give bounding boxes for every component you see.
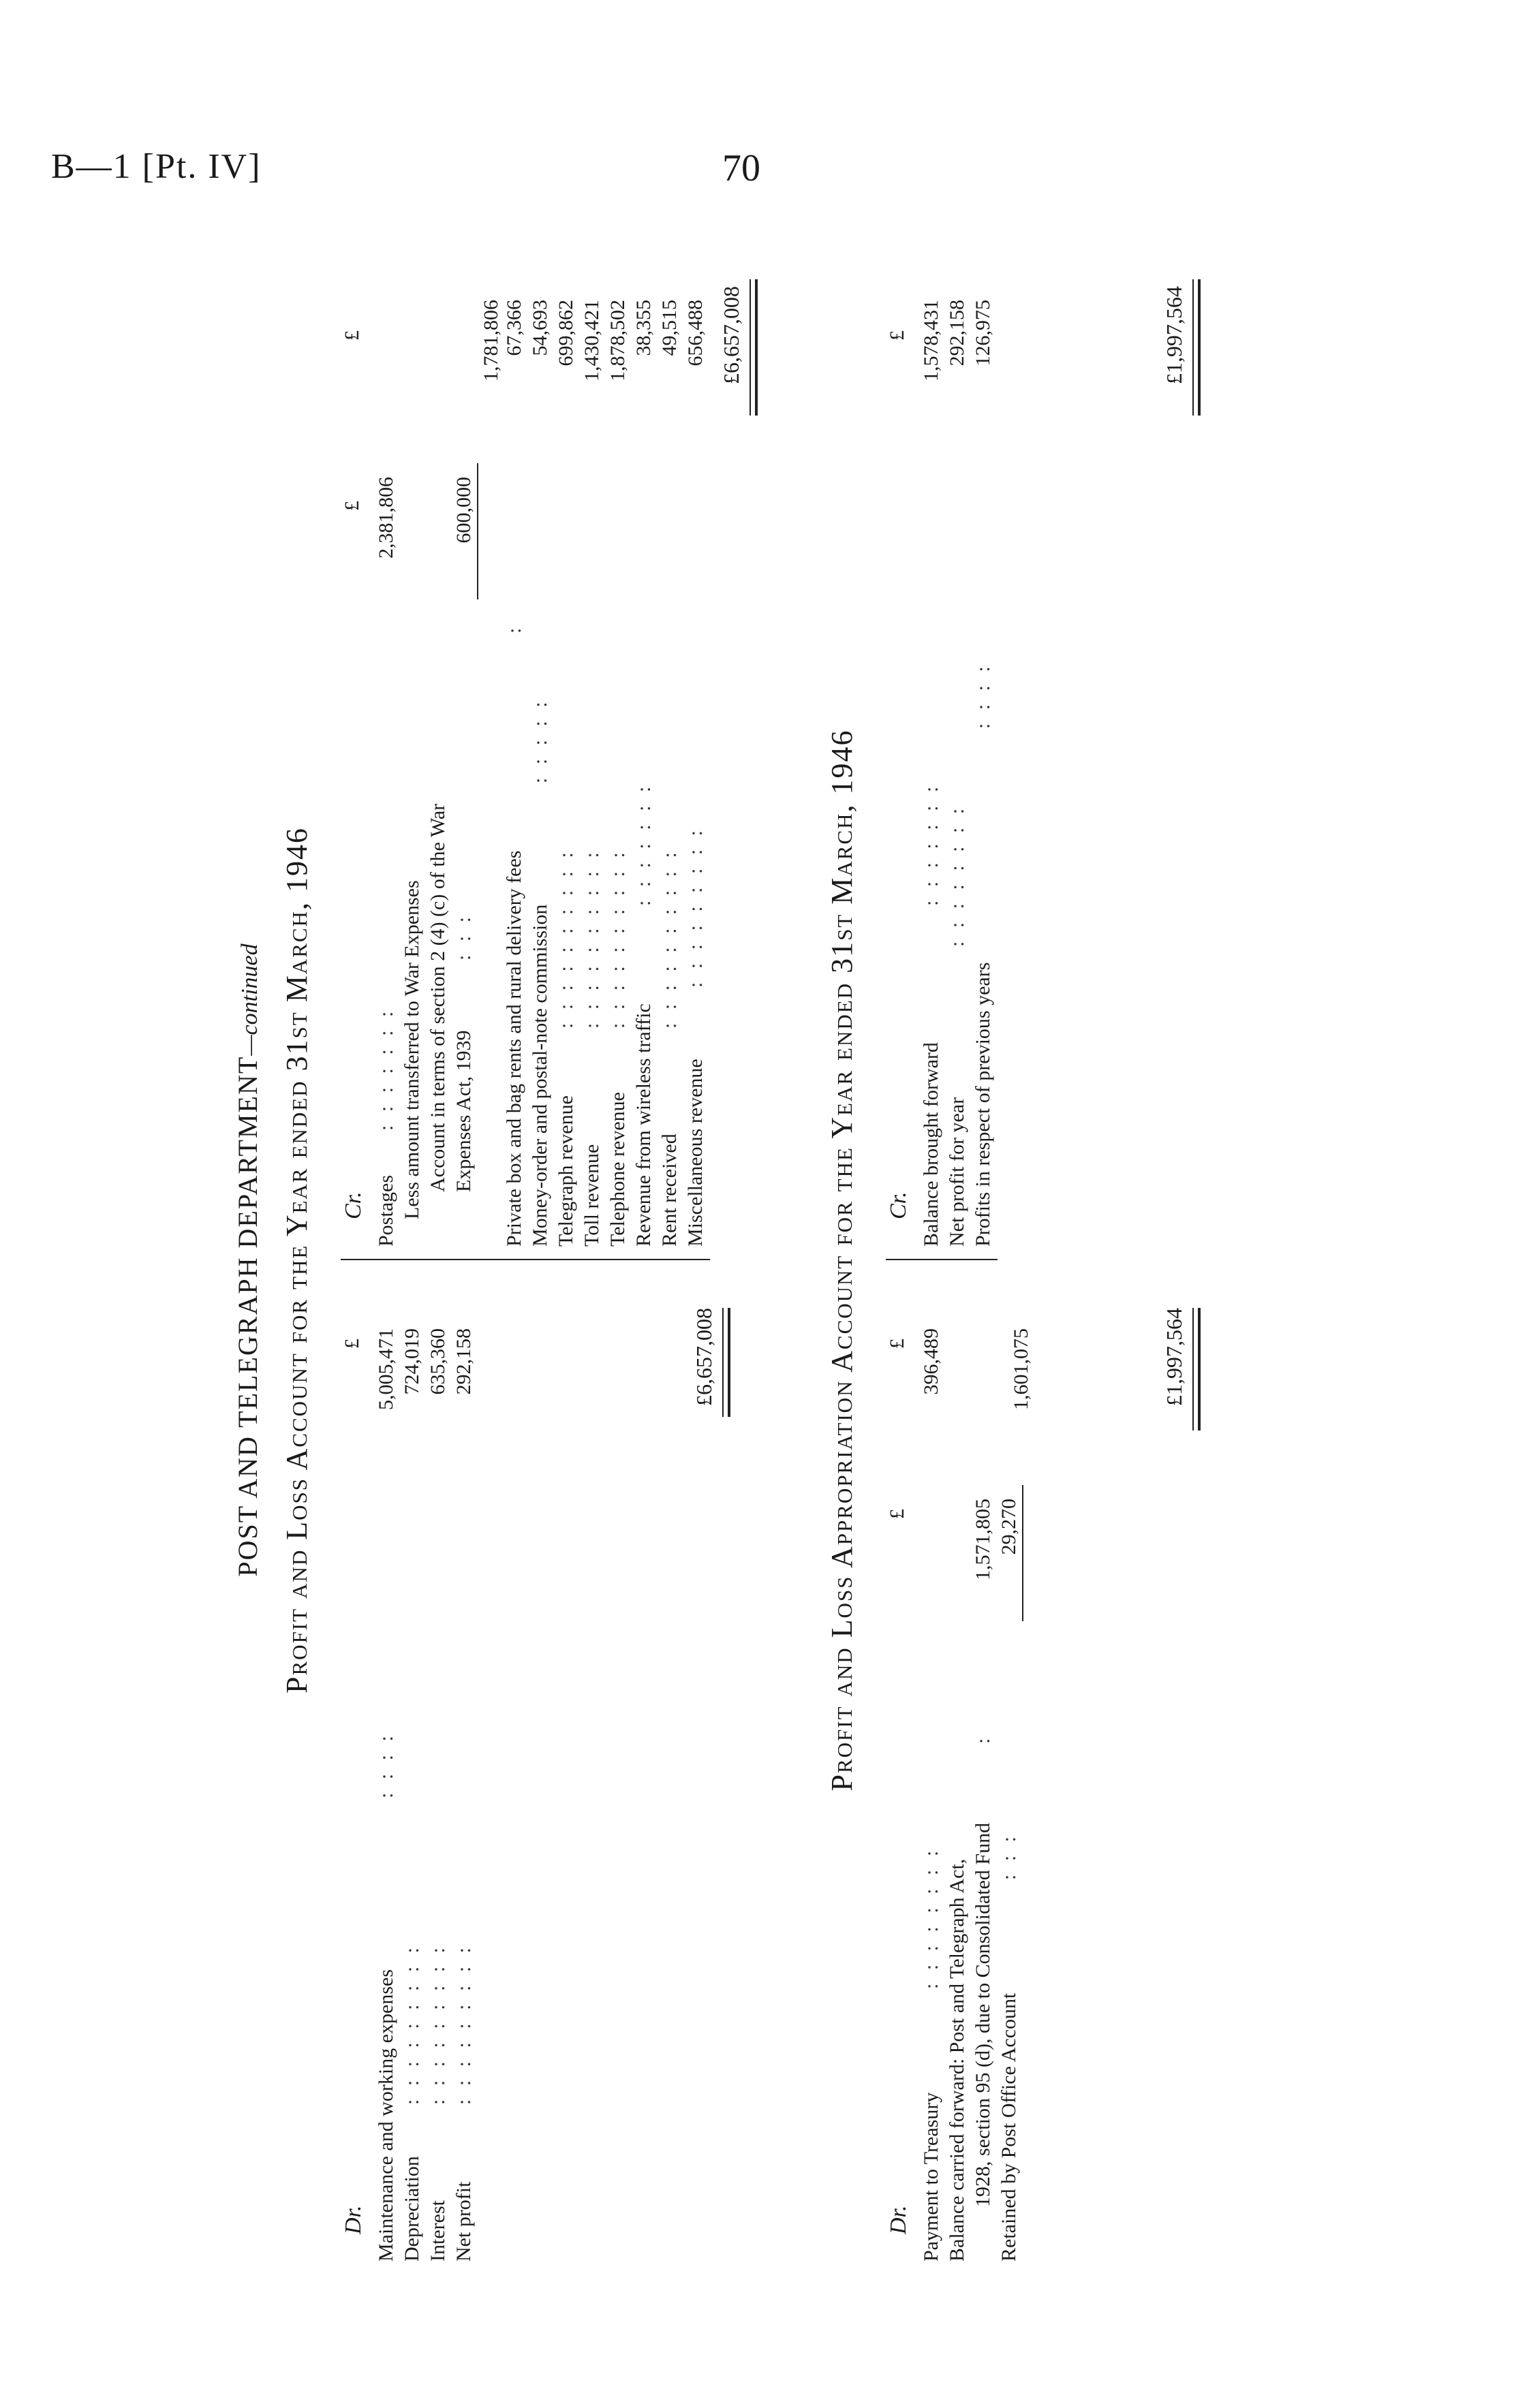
pl-account-title: Profit and Loss Account for the Year ended 31st March, 1946 xyxy=(280,827,313,1693)
pl-cr-row: Revenue from wireless traffic : : : : : : : 38,355 xyxy=(632,300,655,1247)
app-cr-label: Balance brought forward xyxy=(920,1042,942,1247)
pl-cr-label: Telephone revenue xyxy=(606,1092,629,1247)
pl-cr-amount: 67,366 xyxy=(503,300,525,356)
pl-credit-side xyxy=(341,259,743,1260)
app-dr-bal-amount: 1,571,805 xyxy=(972,1499,994,1580)
app-dr-row xyxy=(946,1281,972,2262)
pl-dr-label: Maintenance and working expenses xyxy=(375,1969,397,2262)
app-dr-label: 1928, section 95 (d), due to Consolidated Fund xyxy=(972,1822,994,2207)
running-head: B—1 [Pt. IV] xyxy=(51,147,262,186)
pl-cr-label: Postages xyxy=(375,1175,397,1247)
pl-dr-row: Maintenance and working expenses : : : : 5,005,471 xyxy=(375,1328,397,2262)
pl-cr-less-row: Expenses Act, 1939 : : : 600,000 1,781,806 xyxy=(452,300,502,1192)
appropriation-account-title: Profit and Loss Appropriation Account for the Year ended 31st March, 1946 xyxy=(825,729,859,1792)
app-cr-amount: 292,158 xyxy=(946,300,968,366)
pl-dr-amount: 292,158 xyxy=(452,1328,475,1395)
pl-cr-less-label: Less amount transferred to War Expenses xyxy=(401,880,423,1219)
app-dr-total-rule xyxy=(1192,1308,1201,1430)
pound-sign: £ xyxy=(341,501,363,511)
app-dr-row: Retained by Post Office Account : : : 29,270 1,601,075 xyxy=(998,1328,1032,2262)
pound-sign: £ xyxy=(886,1339,908,1349)
rotated-content xyxy=(232,259,1322,2262)
pl-cr-less-label: Account in terms of section 2 (4) (c) of the War xyxy=(427,803,449,1192)
app-dr-label: Retained by Post Office Account xyxy=(998,1992,1020,2262)
pl-cr-label: Telegraph revenue xyxy=(555,1095,577,1247)
pl-cr-label: Money-order and postal-note commission xyxy=(529,904,551,1247)
pl-cr-amount: 49,515 xyxy=(658,300,681,356)
pl-cr-amount: 1,878,502 xyxy=(606,300,629,381)
app-cr-row: Profits in respect of previous years : : : : 126,975 xyxy=(972,300,994,1247)
pl-cr-less-amount: 600,000 xyxy=(452,477,475,544)
pl-dr-amount: 5,005,471 xyxy=(375,1328,397,1410)
app-cr-total: £1,997,564 xyxy=(1162,286,1186,384)
app-dr-subtotal: 1,601,075 xyxy=(1010,1328,1032,1410)
pl-cr-row: Private box and bag rents and rural delivery fees : 67,366 xyxy=(503,300,525,1247)
pl-cr-less-label: Expenses Act, 1939 xyxy=(452,1030,475,1192)
app-dr-row: 1928, section 95 (d), due to Consolidated Fund : 1,571,805 xyxy=(972,1499,994,2207)
pl-cr-label: Private box and bag rents and rural delivery fees xyxy=(503,850,525,1247)
app-dr-amount: 396,489 xyxy=(920,1328,942,1395)
app-dr-label: Payment to Treasury xyxy=(920,2092,942,2262)
pl-cr-label: Rent received xyxy=(658,1133,681,1247)
page-number: 70 xyxy=(722,147,760,189)
pl-cr-row: Telegraph revenue : : : : : : : : : : 699,862 xyxy=(555,300,577,1247)
pl-cr-postages-amount: 2,381,806 xyxy=(375,477,397,559)
app-cr-amount: 1,578,431 xyxy=(920,300,942,381)
pl-dr-amount: 635,360 xyxy=(427,1328,449,1395)
dr-label: Dr. xyxy=(886,2205,911,2234)
cr-label: Cr. xyxy=(341,1191,366,1219)
pound-sign: £ xyxy=(341,1339,363,1349)
pl-cr-amount: 38,355 xyxy=(632,300,655,356)
page-header xyxy=(0,146,1529,201)
pl-dr-label: Depreciation xyxy=(401,2156,423,2262)
pl-cr-label: Revenue from wireless traffic xyxy=(632,1003,655,1247)
pound-sign: £ xyxy=(341,330,363,341)
pl-dr-label: Interest xyxy=(427,2200,449,2262)
app-cr-amount: 126,975 xyxy=(972,300,994,366)
app-cr-total-rule xyxy=(1192,279,1201,416)
pl-cr-amount: 1,430,421 xyxy=(581,300,603,381)
pl-dr-total: £6,657,008 xyxy=(692,1308,716,1406)
app-cr-row: Balance brought forward : : : : : : : 1,578,431 xyxy=(920,300,942,1247)
pl-cr-total-rule xyxy=(750,279,758,416)
pl-cr-less-row xyxy=(427,259,452,1247)
app-credit-side xyxy=(886,259,1186,1260)
pl-cr-row: Money-order and postal-note commission : : : : : 54,693 xyxy=(529,300,551,1247)
pl-cr-row: Toll revenue : : : : : : : : : : 1,430,421 xyxy=(581,300,603,1247)
pl-dr-label: Net profit xyxy=(452,2181,475,2262)
department-title: POST AND TELEGRAPH DEPARTMENT—continued xyxy=(232,943,263,1577)
pl-cr-postages-row: Postages : : : : : : : 2,381,806 xyxy=(375,477,397,1247)
pl-dr-amount: 724,019 xyxy=(401,1328,423,1395)
pound-sign: £ xyxy=(886,1509,908,1519)
pl-cr-row: Miscellaneous revenue : : : : : : : : : 656,488 xyxy=(684,300,707,1247)
pl-cr-label: Toll revenue xyxy=(581,1144,603,1247)
pound-sign: £ xyxy=(886,330,908,341)
pl-cr-amount: 656,488 xyxy=(684,300,707,366)
pl-cr-net-postages: 1,781,806 xyxy=(480,300,502,381)
app-dr-label: Balance carried forward: Post and Telegraph Act, xyxy=(946,1858,968,2262)
pl-dr-row: Interest : : : : : : : : : 635,360 xyxy=(427,1328,449,2262)
pl-cr-total: £6,657,008 xyxy=(719,286,743,384)
app-debit-side xyxy=(886,1281,1186,2262)
pl-dr-total-rule xyxy=(722,1308,730,1417)
cr-label: Cr. xyxy=(886,1191,911,1219)
app-dr-row: Payment to Treasury : : : : : : : : 396,489 xyxy=(920,1328,942,2262)
pl-dr-row: Depreciation : : : : : : : : : 724,019 xyxy=(401,1328,423,2262)
app-dr-total: £1,997,564 xyxy=(1162,1308,1186,1406)
pl-cr-label: Miscellaneous revenue xyxy=(684,1059,707,1247)
app-dr-retained-amount: 29,270 xyxy=(998,1499,1020,1555)
dr-label: Dr. xyxy=(341,2205,366,2234)
pl-cr-row: Telephone revenue : : : : : : : : : : 1,878,502 xyxy=(606,300,629,1247)
pl-cr-amount: 54,693 xyxy=(529,300,551,356)
pl-cr-row: Rent received : : : : : : : : : : 49,515 xyxy=(658,300,681,1247)
pl-dr-row: Net profit : : : : : : : : : 292,158 xyxy=(452,1328,475,2262)
app-cr-row: Net profit for year : : : : : : : : 292,158 xyxy=(946,300,968,1247)
pl-cr-less-row xyxy=(401,259,427,1247)
app-cr-label: Net profit for year xyxy=(946,1097,968,1247)
pl-debit-side xyxy=(341,1281,716,2262)
pl-cr-amount: 699,862 xyxy=(555,300,577,366)
app-cr-label: Profits in respect of previous years xyxy=(972,962,994,1247)
